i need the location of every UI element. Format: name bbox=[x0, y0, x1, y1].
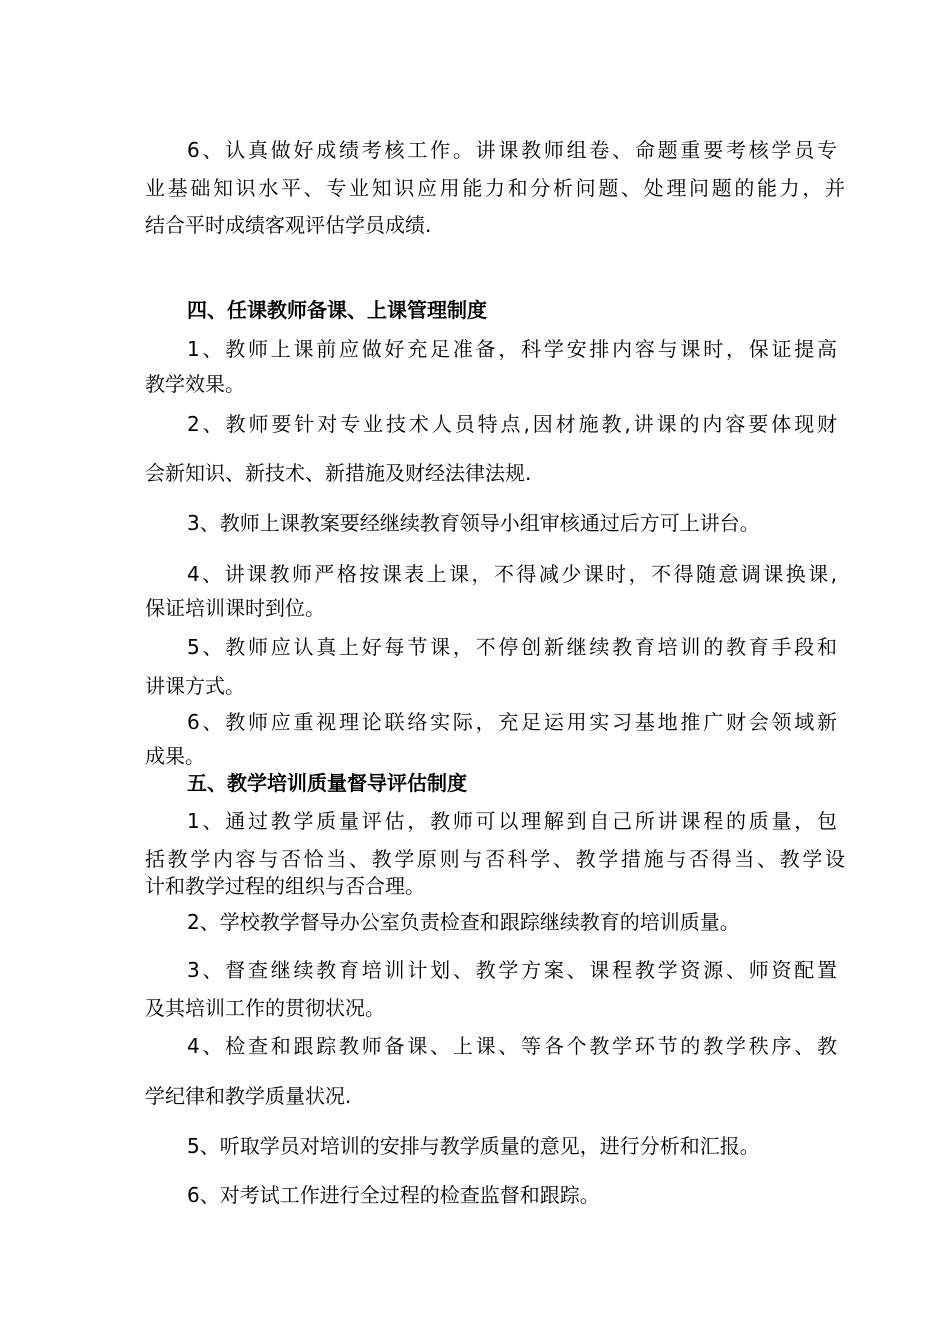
section5-heading: 五、教学培训质量督导评估制度 bbox=[187, 771, 467, 795]
s4-item2-line2: 会新知识、新技术、新措施及财经法律法规. bbox=[145, 461, 532, 485]
s4-item4-line1: 4、讲课教师严格按课表上课，不得减少课时，不得随意调课换课, bbox=[187, 562, 837, 586]
s5-item6-line1: 6、对考试工作进行全过程的检查监督和跟踪。 bbox=[187, 1183, 600, 1207]
s4-item6-line2: 成果。 bbox=[145, 744, 205, 768]
s3-item6-line1: 6、认真做好成绩考核工作。讲课教师组卷、命题重要考核学员专 bbox=[187, 138, 837, 162]
s3-item6-line2: 业基础知识水平、专业知识应用能力和分析问题、处理问题的能力，并 bbox=[145, 176, 845, 200]
s5-item4-line2: 学纪律和教学质量状况. bbox=[145, 1084, 352, 1108]
s5-item4-line1: 4、检查和跟踪教师备课、上课、等各个教学环节的教学秩序、教 bbox=[187, 1034, 837, 1058]
s5-item1-line2: 括教学内容与否恰当、教学原则与否科学、教学措施与否得当、教学设 bbox=[145, 847, 845, 871]
s4-item3-line1: 3、教师上课教案要经继续教育领导小组审核通过后方可上讲台。 bbox=[187, 511, 760, 535]
s5-item1-line3: 计和教学过程的组织与否合理。 bbox=[145, 874, 425, 898]
s4-item5-line2: 讲课方式。 bbox=[145, 674, 245, 698]
s5-item2-line1: 2、学校教学督导办公室负责检查和跟踪继续教育的培训质量。 bbox=[187, 910, 740, 934]
s5-item3-line1: 3、督查继续教育培训计划、教学方案、课程教学资源、师资配置 bbox=[187, 958, 837, 982]
s5-item5-line1: 5、听取学员对培训的安排与教学质量的意见，进行分析和汇报。 bbox=[187, 1134, 760, 1158]
s4-item1-line1: 1、教师上课前应做好充足准备，科学安排内容与课时，保证提高 bbox=[187, 337, 837, 361]
section4-heading: 四、任课教师备课、上课管理制度 bbox=[187, 298, 487, 322]
s4-item4-line2: 保证培训课时到位。 bbox=[145, 596, 325, 620]
s5-item1-line1: 1、通过教学质量评估，教师可以理解到自己所讲课程的质量，包 bbox=[187, 809, 837, 833]
s4-item5-line1: 5、教师应认真上好每节课，不停创新继续教育培训的教育手段和 bbox=[187, 635, 837, 659]
s4-item2-line1: 2、教师要针对专业技术人员特点,因材施教,讲课的内容要体现财 bbox=[187, 412, 837, 436]
s5-item3-line2: 及其培训工作的贯彻状况。 bbox=[145, 996, 385, 1020]
s4-item1-line2: 教学效果。 bbox=[145, 372, 245, 396]
s3-item6-line3: 结合平时成绩客观评估学员成绩. bbox=[145, 213, 432, 237]
s4-item6-line1: 6、教师应重视理论联络实际，充足运用实习基地推广财会领域新 bbox=[187, 710, 837, 734]
